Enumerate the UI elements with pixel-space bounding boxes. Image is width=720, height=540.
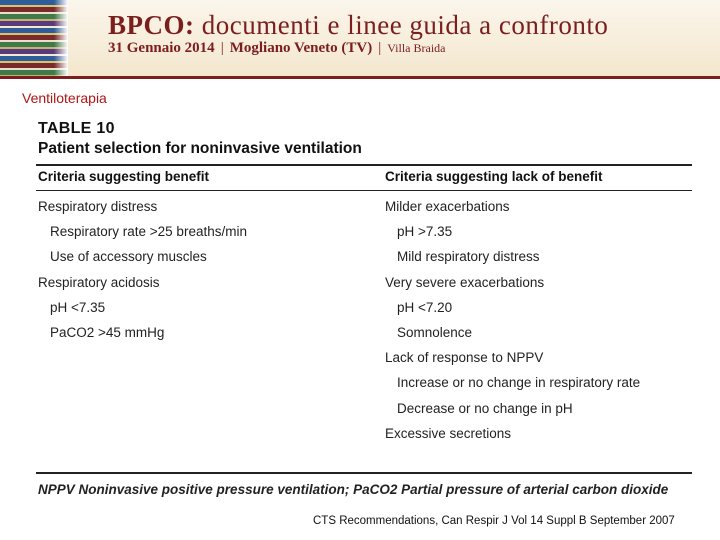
left-row: PaCO2 >45 mmHg — [50, 324, 165, 340]
conference-subtitle — [108, 40, 445, 57]
right-row: Very severe exacerbations — [385, 274, 545, 290]
separator: | — [220, 40, 224, 56]
right-row: Mild respiratory distress — [397, 249, 540, 265]
right-row: Lack of response to NPPV — [385, 350, 544, 366]
right-row: pH <7.20 — [397, 299, 453, 315]
title-bold: BPCO: — [108, 10, 195, 40]
right-row: Somnolence — [397, 324, 473, 340]
conference-location: Mogliano Veneto (TV) — [229, 40, 373, 56]
separator: | — [378, 40, 382, 56]
table-rule-header — [36, 190, 692, 191]
column-header-benefit: Criteria suggesting benefit — [38, 169, 210, 184]
right-row: pH >7.35 — [397, 224, 453, 240]
table-number: TABLE 10 — [38, 120, 115, 137]
conference-date: 31 Gennaio 2014 — [108, 40, 215, 56]
left-row: Use of accessory muscles — [50, 249, 207, 265]
table-rule-top — [36, 164, 692, 166]
table-figure — [36, 118, 692, 504]
conference-title — [108, 10, 608, 41]
table-rule-bottom — [36, 472, 692, 474]
table-footnote: NPPV Noninvasive positive pressure ventilation; PaCO2 Partial pressure of arterial carbon dioxide — [38, 482, 669, 497]
title-rest: documenti e linee guida a confronto — [201, 10, 609, 40]
left-row: Respiratory rate >25 breaths/min — [50, 224, 247, 240]
conference-venue: Villa Braida — [387, 41, 446, 55]
right-row: Excessive secretions — [385, 425, 512, 441]
citation: CTS Recommendations, Can Respir J Vol 14 Suppl B September 2007 — [313, 515, 675, 527]
table-caption: Patient selection for noninvasive ventilation — [38, 140, 362, 157]
benefit-column — [38, 198, 247, 349]
header-banner — [0, 0, 720, 78]
left-row: Respiratory distress — [38, 199, 158, 214]
column-header-lack-of-benefit: Criteria suggesting lack of benefit — [385, 169, 603, 184]
books-decoration — [0, 0, 68, 78]
left-row: Respiratory acidosis — [38, 274, 160, 290]
right-row: Decrease or no change in pH — [397, 400, 573, 416]
lack-of-benefit-column — [385, 198, 640, 450]
right-row: Increase or no change in respiratory rate — [397, 375, 641, 391]
section-label: Ventiloterapia — [22, 90, 107, 106]
right-row: Milder exacerbations — [385, 199, 510, 214]
left-row: pH <7.35 — [50, 299, 106, 315]
banner-rule — [0, 76, 720, 79]
